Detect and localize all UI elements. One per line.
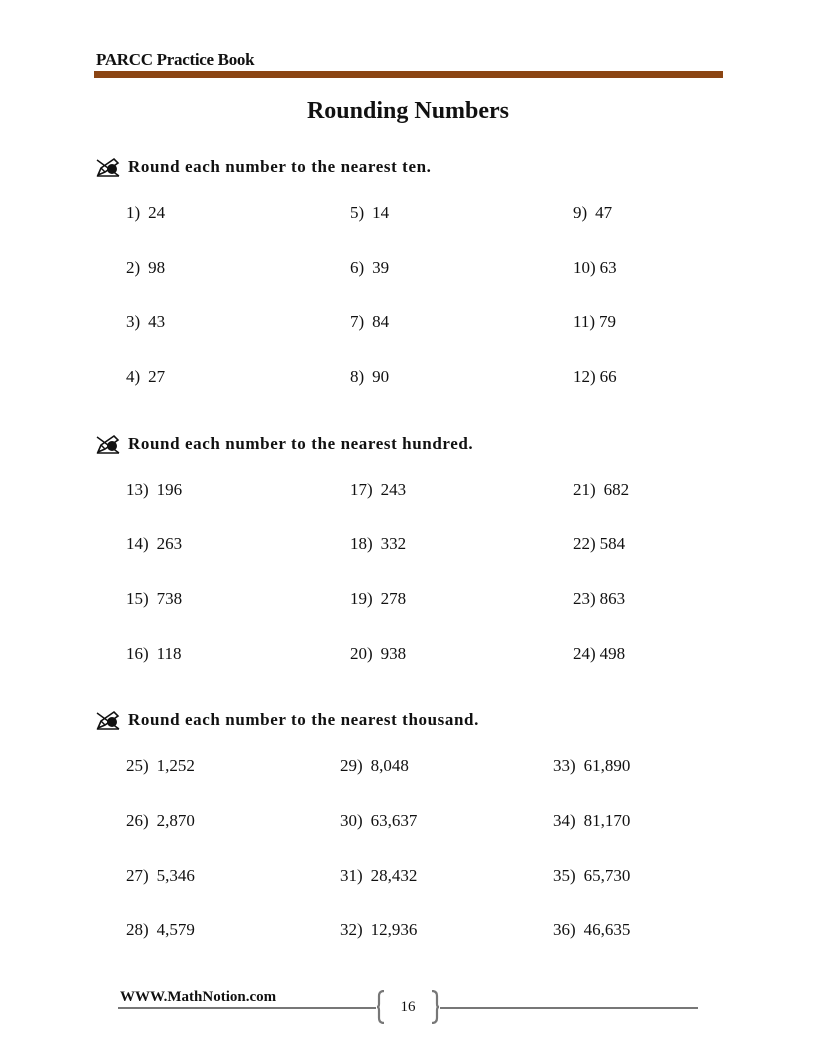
problem-item: 30) 63,637 bbox=[340, 811, 418, 830]
problem-item: 8) 90 bbox=[350, 367, 390, 386]
problem-item: 17) 243 bbox=[350, 480, 407, 499]
problem-item: 5) 14 bbox=[350, 203, 390, 222]
footer-website: WWW.MathNotion.com bbox=[120, 989, 277, 1005]
problem-item: 28) 4,579 bbox=[126, 920, 195, 939]
problem-item: 35) 65,730 bbox=[553, 866, 631, 885]
section-heading-thousands bbox=[95, 709, 479, 731]
section-heading-tens bbox=[95, 156, 432, 178]
problem-item: 20) 938 bbox=[350, 644, 407, 663]
section-heading-text: Round each number to the nearest ten. bbox=[128, 157, 432, 176]
problem-item: 23) 863 bbox=[573, 589, 626, 608]
pencil-icon bbox=[95, 709, 121, 731]
footer-rule bbox=[118, 1007, 376, 1009]
problem-item: 10) 63 bbox=[573, 258, 617, 277]
problem-item: 21) 682 bbox=[573, 480, 630, 499]
header-rule bbox=[94, 71, 723, 78]
problem-item: 19) 278 bbox=[350, 589, 407, 608]
left-bracket-icon bbox=[376, 990, 386, 1024]
problem-item: 14) 263 bbox=[126, 534, 183, 553]
problem-item: 26) 2,870 bbox=[126, 811, 195, 830]
section-heading-text: Round each number to the nearest thousand. bbox=[128, 710, 479, 729]
problem-item: 9) 47 bbox=[573, 203, 613, 222]
problem-item: 29) 8,048 bbox=[340, 756, 409, 775]
problem-item: 13) 196 bbox=[126, 480, 183, 499]
problem-item: 1) 24 bbox=[126, 203, 166, 222]
problem-item: 7) 84 bbox=[350, 312, 390, 331]
problem-item: 2) 98 bbox=[126, 258, 166, 277]
footer-rule bbox=[440, 1007, 698, 1009]
problem-item: 31) 28,432 bbox=[340, 866, 418, 885]
problem-item: 4) 27 bbox=[126, 367, 166, 386]
problem-item: 25) 1,252 bbox=[126, 756, 195, 775]
problem-item: 15) 738 bbox=[126, 589, 183, 608]
header-title: PARCC Practice Book bbox=[96, 50, 255, 69]
problem-item: 32) 12,936 bbox=[340, 920, 418, 939]
problem-item: 36) 46,635 bbox=[553, 920, 631, 939]
problem-item: 33) 61,890 bbox=[553, 756, 631, 775]
problem-item: 6) 39 bbox=[350, 258, 390, 277]
problem-item: 16) 118 bbox=[126, 644, 182, 663]
section-heading-text: Round each number to the nearest hundred. bbox=[128, 434, 474, 453]
problem-item: 34) 81,170 bbox=[553, 811, 631, 830]
problem-item: 22) 584 bbox=[573, 534, 626, 553]
section-heading-hundreds bbox=[95, 433, 473, 455]
problem-item: 12) 66 bbox=[573, 367, 617, 386]
pencil-icon bbox=[95, 433, 121, 455]
problem-item: 24) 498 bbox=[573, 644, 626, 663]
page-title: Rounding Numbers bbox=[306, 98, 510, 124]
pencil-icon bbox=[95, 156, 121, 178]
problem-item: 27) 5,346 bbox=[126, 866, 195, 885]
right-bracket-icon bbox=[430, 990, 440, 1024]
problem-item: 3) 43 bbox=[126, 312, 166, 331]
page-number: 16 bbox=[400, 999, 416, 1015]
problem-item: 18) 332 bbox=[350, 534, 407, 553]
problem-item: 11) 79 bbox=[573, 312, 617, 331]
